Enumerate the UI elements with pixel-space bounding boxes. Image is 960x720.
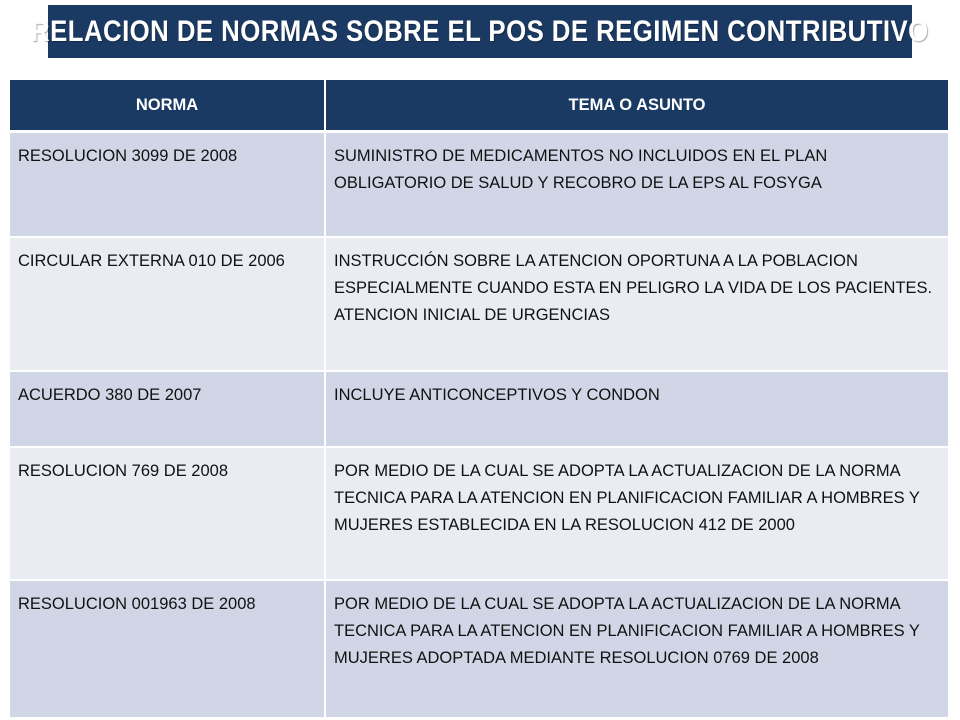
norms-table xyxy=(10,80,948,719)
table-row xyxy=(10,371,948,447)
page-title: RELACION DE NORMAS SOBRE EL POS DE REGIMEN CONTRIBUTIVO xyxy=(31,14,929,48)
tema-cell: POR MEDIO DE LA CUAL SE ADOPTA LA ACTUALIZACION DE LA NORMA TECNICA PARA LA ATENCION EN PLANIFICACION FAMILIAR A HOMBRES Y MUJERES ESTABLECIDA EN LA RESOLUCION 412 DE 2000 xyxy=(325,447,948,580)
table-row xyxy=(10,447,948,580)
table-row xyxy=(10,237,948,371)
tema-cell: INSTRUCCIÓN SOBRE LA ATENCION OPORTUNA A LA POBLACION ESPECIALMENTE CUANDO ESTA EN PELIGRO LA VIDA DE LOS PACIENTES. ATENCION INICIAL DE URGENCIAS xyxy=(325,237,948,371)
column-header-norma: NORMA xyxy=(10,80,325,132)
tema-cell: POR MEDIO DE LA CUAL SE ADOPTA LA ACTUALIZACION DE LA NORMA TECNICA PARA LA ATENCION EN PLANIFICACION FAMILIAR A HOMBRES Y MUJERES ADOPTADA MEDIANTE RESOLUCION 0769 DE 2008 xyxy=(325,580,948,718)
column-header-tema: TEMA O ASUNTO xyxy=(325,80,948,132)
norma-cell: RESOLUCION 3099 DE 2008 xyxy=(10,132,325,238)
norma-cell: ACUERDO 380 DE 2007 xyxy=(10,371,325,447)
table-header-row xyxy=(10,80,948,132)
tema-cell: INCLUYE ANTICONCEPTIVOS Y CONDON xyxy=(325,371,948,447)
norma-cell: RESOLUCION 769 DE 2008 xyxy=(10,447,325,580)
table-row xyxy=(10,132,948,238)
title-banner xyxy=(31,5,929,58)
norma-cell: CIRCULAR EXTERNA 010 DE 2006 xyxy=(10,237,325,371)
norma-cell: RESOLUCION 001963 DE 2008 xyxy=(10,580,325,718)
tema-cell: SUMINISTRO DE MEDICAMENTOS NO INCLUIDOS EN EL PLAN OBLIGATORIO DE SALUD Y RECOBRO DE LA EPS AL FOSYGA xyxy=(325,132,948,238)
table-row xyxy=(10,580,948,718)
